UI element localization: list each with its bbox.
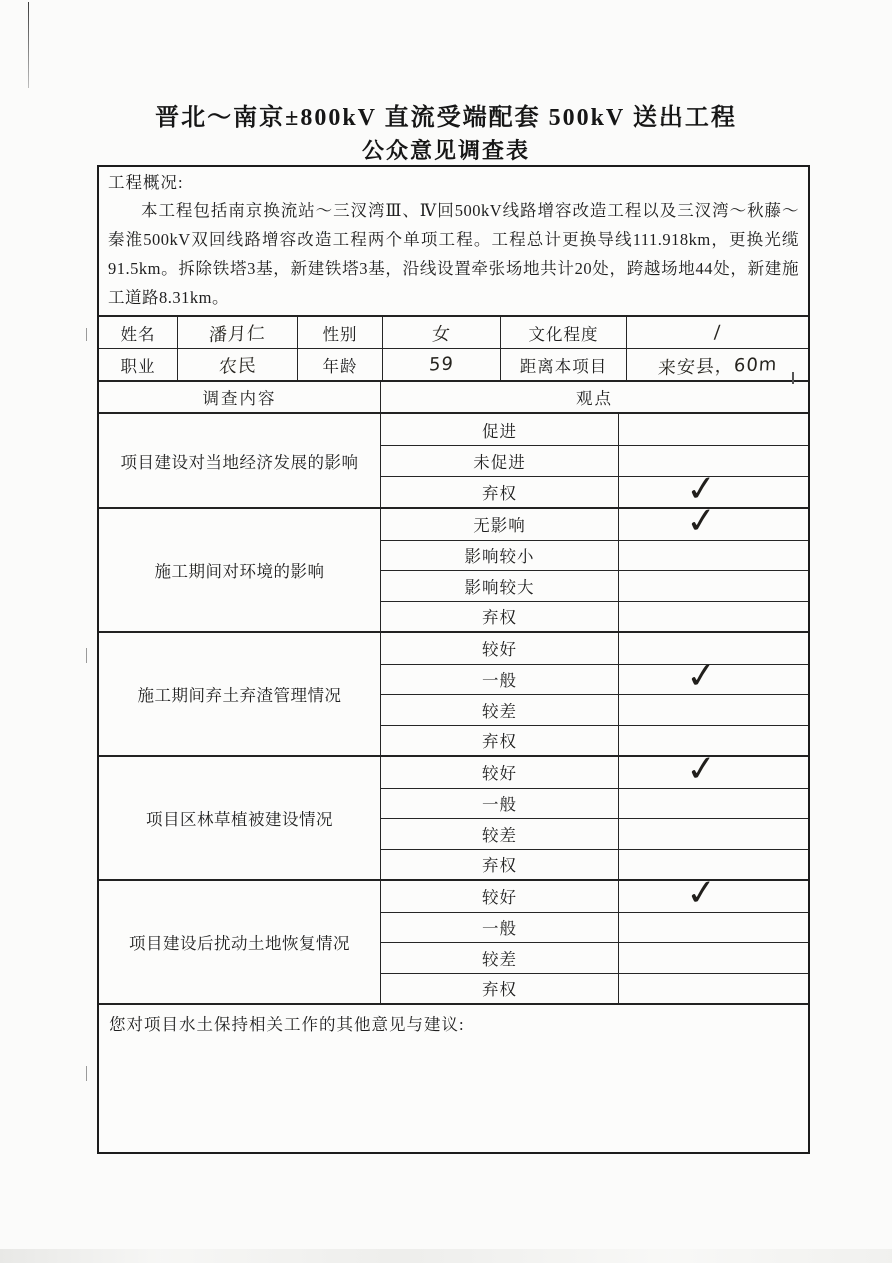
option-row xyxy=(381,870,808,915)
option-label: 较好 xyxy=(482,764,517,784)
scan-artifact-line xyxy=(28,2,29,88)
survey-section xyxy=(99,746,808,879)
option-row xyxy=(381,746,808,791)
overview-paragraph: 本工程包括南京换流站～三汊湾Ⅲ、Ⅳ回500kV线路增容改造工程以及三汊湾～秋藤～秦淮500kV双回线路增容改造工程两个单项工程。工程总计更换导线111.918km，更换光缆91.5km。拆除铁塔3基，新建铁塔3基，沿线设置牵张场地共计20处，跨越场地44处，新建施工道路8.31km。 xyxy=(108,201,799,307)
handwritten-value: 女 xyxy=(431,323,452,345)
question-cell: 项目建设对当地经济发展的影响 xyxy=(99,414,381,507)
answer-cell xyxy=(618,789,808,819)
option-row xyxy=(381,942,808,973)
option-label: 弃权 xyxy=(482,484,517,503)
options-group xyxy=(381,870,808,1003)
answer-cell xyxy=(618,819,808,849)
overview-label: 工程概况: xyxy=(108,173,184,192)
option-row xyxy=(381,466,808,511)
respondent-row xyxy=(99,317,808,348)
option-row xyxy=(381,849,808,880)
option-row xyxy=(381,414,808,445)
scan-artifact-tick xyxy=(86,648,87,663)
field-label: 年龄 xyxy=(297,349,382,380)
survey-header-row xyxy=(99,380,808,412)
option-row xyxy=(381,788,808,819)
option-label: 一般 xyxy=(482,795,517,815)
option-label: 一般 xyxy=(482,671,517,691)
options-group xyxy=(381,498,808,631)
options-group xyxy=(381,746,808,879)
answer-cell xyxy=(618,498,808,543)
handwritten-value: 59 xyxy=(428,353,455,376)
field-value xyxy=(626,317,808,348)
survey-section xyxy=(99,498,808,631)
answer-cell xyxy=(618,746,808,791)
field-value xyxy=(177,349,297,380)
survey-section xyxy=(99,870,808,1003)
survey-section xyxy=(99,414,808,511)
survey-form-table xyxy=(97,165,810,1154)
answer-cell xyxy=(618,653,808,698)
project-overview-box xyxy=(99,167,808,315)
handwritten-value: 来安县，60m xyxy=(657,353,778,379)
scan-artifact-bottom-band xyxy=(0,1249,892,1263)
answer-cell xyxy=(618,541,808,571)
answer-cell xyxy=(618,974,808,1004)
option-row xyxy=(381,653,808,698)
field-label: 性别 xyxy=(297,317,382,348)
option-label: 较好 xyxy=(482,640,517,660)
answer-cell xyxy=(618,571,808,601)
checkmark-icon: ✓ xyxy=(683,653,720,698)
handwritten-value: 潘月仁 xyxy=(208,322,267,346)
option-label: 较差 xyxy=(482,701,517,721)
option-row xyxy=(381,570,808,601)
question-cell: 项目建设后扰动土地恢复情况 xyxy=(99,881,381,1003)
page-title: 晋北～南京±800kV 直流受端配套 500kV 送出工程 xyxy=(155,105,737,131)
survey-header-content: 调查内容 xyxy=(99,382,381,412)
option-row xyxy=(381,540,808,571)
option-row xyxy=(381,725,808,756)
field-value xyxy=(382,317,500,348)
option-label: 影响较大 xyxy=(464,577,535,597)
option-label: 未促进 xyxy=(473,453,526,472)
scan-artifact-tick xyxy=(86,1066,87,1081)
option-row xyxy=(381,498,808,543)
option-label: 较差 xyxy=(482,825,517,845)
option-label: 较差 xyxy=(482,949,517,969)
checkmark-icon: ✓ xyxy=(683,466,720,511)
scan-artifact-tick xyxy=(86,328,87,341)
option-row xyxy=(381,694,808,725)
answer-cell xyxy=(618,414,808,445)
handwritten-value: / xyxy=(713,321,722,344)
option-label: 促进 xyxy=(482,421,517,441)
survey-section xyxy=(99,631,808,755)
question-cell: 项目区林草植被建设情况 xyxy=(99,757,381,879)
comments-label: 您对项目水土保持相关工作的其他意见与建议: xyxy=(109,1015,465,1034)
options-group xyxy=(381,633,808,755)
option-row xyxy=(381,912,808,943)
option-row xyxy=(381,445,808,476)
scan-artifact-mark xyxy=(792,372,794,384)
answer-cell xyxy=(618,695,808,725)
answer-cell xyxy=(618,913,808,943)
checkmark-icon: ✓ xyxy=(683,746,720,791)
option-label: 无影响 xyxy=(473,516,526,536)
comments-box xyxy=(99,1003,808,1152)
option-label: 影响较小 xyxy=(464,547,535,567)
option-row xyxy=(381,818,808,849)
field-label: 距离本项目 xyxy=(500,349,626,380)
option-row xyxy=(381,633,808,664)
option-row xyxy=(381,973,808,1004)
option-row xyxy=(381,601,808,632)
survey-header-viewpoint: 观点 xyxy=(576,389,613,408)
field-label: 姓名 xyxy=(120,324,156,344)
checkmark-icon: ✓ xyxy=(683,498,720,543)
option-label: 一般 xyxy=(482,919,517,939)
handwritten-value: 农民 xyxy=(217,354,257,378)
option-label: 弃权 xyxy=(482,856,517,876)
field-value xyxy=(382,349,500,380)
respondent-info-table xyxy=(99,315,808,380)
question-cell: 施工期间弃土弃渣管理情况 xyxy=(99,633,381,755)
respondent-row xyxy=(99,348,808,380)
options-group xyxy=(381,414,808,511)
field-value xyxy=(177,317,297,348)
checkmark-icon: ✓ xyxy=(683,870,720,915)
survey-sections xyxy=(99,412,808,1003)
option-label: 弃权 xyxy=(482,732,517,752)
question-cell: 施工期间对环境的影响 xyxy=(99,509,381,631)
answer-cell xyxy=(618,943,808,973)
field-label: 职业 xyxy=(120,356,156,376)
page-subtitle: 公众意见调查表 xyxy=(361,138,530,163)
option-label: 弃权 xyxy=(482,608,517,628)
option-label: 较好 xyxy=(482,888,517,908)
field-value xyxy=(626,349,808,380)
option-label: 弃权 xyxy=(482,980,517,1000)
field-label: 文化程度 xyxy=(500,317,626,348)
answer-cell xyxy=(618,870,808,915)
answer-cell xyxy=(618,602,808,632)
